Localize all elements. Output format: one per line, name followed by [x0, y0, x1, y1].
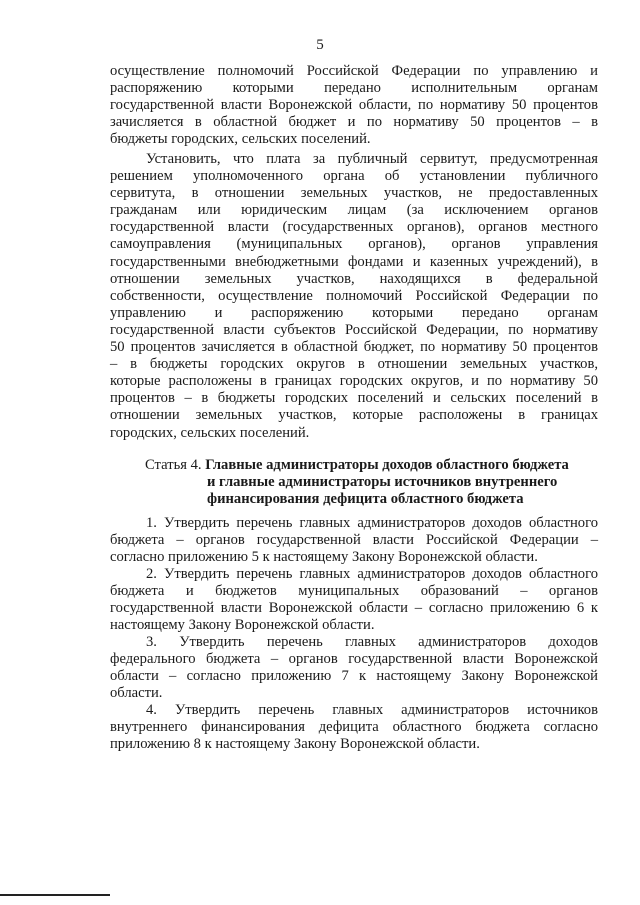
article-label: Статья 4.	[145, 457, 202, 473]
list-item-3	[110, 634, 598, 702]
text-line: бюджета – органов государственной власти Российской Федерации –	[110, 532, 598, 549]
text-line: 50 процентов зачисляется в областной бюджет, по нормативу 50 процентов	[110, 339, 598, 356]
text-line: – в бюджеты городских округов в отношении земельных участков,	[110, 356, 598, 373]
text-line: области.	[110, 685, 163, 702]
list-item-1	[110, 515, 598, 566]
article-title-line: Главные администраторы доходов областного бюджета	[205, 457, 569, 473]
text-line: отношении земельных участков, находящихся в федеральной	[110, 270, 598, 287]
text-line: собственности, осуществление полномочий Российской Федерации по	[110, 287, 598, 304]
paragraph-continuation	[110, 63, 598, 148]
text-line: процентов – в бюджеты городских поселений и сельских поселений в	[110, 390, 598, 407]
text-line: области – согласно приложению 7 к настоящему Закону Воронежской	[110, 668, 598, 685]
text-line: сервитута, в отношении земельных участков, не предоставленных	[110, 185, 598, 202]
text-line: 2. Утвердить перечень главных администраторов доходов областного	[146, 566, 598, 582]
text-line: осуществление полномочий Российской Федерации по управлению и	[110, 63, 598, 79]
text-line: гражданам или юридическим лицам (за исключением органов	[110, 202, 598, 219]
text-line: внутреннего финансирования дефицита областного бюджета согласно	[110, 719, 598, 736]
text-line: государственной власти (государственных органов), органов местного	[110, 219, 598, 236]
text-line: самоуправления (муниципальных органов), органов управления	[110, 236, 598, 253]
footer-rule	[0, 894, 110, 896]
text-line: приложению 8 к настоящему Закону Воронежской области.	[110, 736, 480, 753]
article-heading	[145, 457, 605, 508]
list-item-4	[110, 702, 598, 753]
text-line: отношении земельных участков, которые расположены в границах	[110, 407, 598, 424]
text-line: согласно приложению 5 к настоящему Закону Воронежской области.	[110, 549, 538, 566]
text-line: бюджета и бюджетов муниципальных образований – органов	[110, 583, 598, 600]
article-title-line: и главные администраторы источников внутреннего	[207, 474, 558, 491]
list-item-2	[110, 566, 598, 634]
paragraph-public-servitude	[110, 151, 598, 442]
text-line: управлению и распоряжению которыми передано органам	[110, 304, 598, 321]
text-line: 3. Утвердить перечень главных администраторов доходов	[146, 634, 598, 650]
text-line: которые расположены в границах городских округов, и по нормативу 50	[110, 373, 598, 390]
text-line: решением уполномоченного органа об установлении публичного	[110, 168, 598, 185]
text-line: государственными внебюджетными фондами и казенных учреждений), в	[110, 253, 598, 270]
text-line: городских, сельских поселений.	[110, 424, 310, 441]
article-title-line: финансирования дефицита областного бюджета	[207, 491, 524, 508]
text-line: распоряжению которыми передано исполнительным органам	[110, 80, 598, 97]
text-line: государственной власти Воронежской области – согласно приложению 6 к	[110, 600, 598, 617]
text-line: зачисляется в областной бюджет и по нормативу 50 процентов – в	[110, 114, 598, 131]
text-line: федерального бюджета – органов государственной власти Воронежской	[110, 651, 598, 668]
text-line: Установить, что плата за публичный сервитут, предусмотренная	[146, 151, 598, 167]
text-line: бюджеты городских, сельских поселений.	[110, 131, 371, 148]
text-line: государственной власти субъектов Российской Федерации, по нормативу	[110, 321, 598, 338]
page-number: 5	[316, 37, 324, 53]
text-line: настоящему Закону Воронежской области.	[110, 617, 375, 634]
text-line: 4. Утвердить перечень главных администраторов источников	[146, 702, 598, 718]
text-line: 1. Утвердить перечень главных администраторов доходов областного	[146, 515, 598, 531]
text-line: государственной власти Воронежской области, по нормативу 50 процентов	[110, 97, 598, 114]
